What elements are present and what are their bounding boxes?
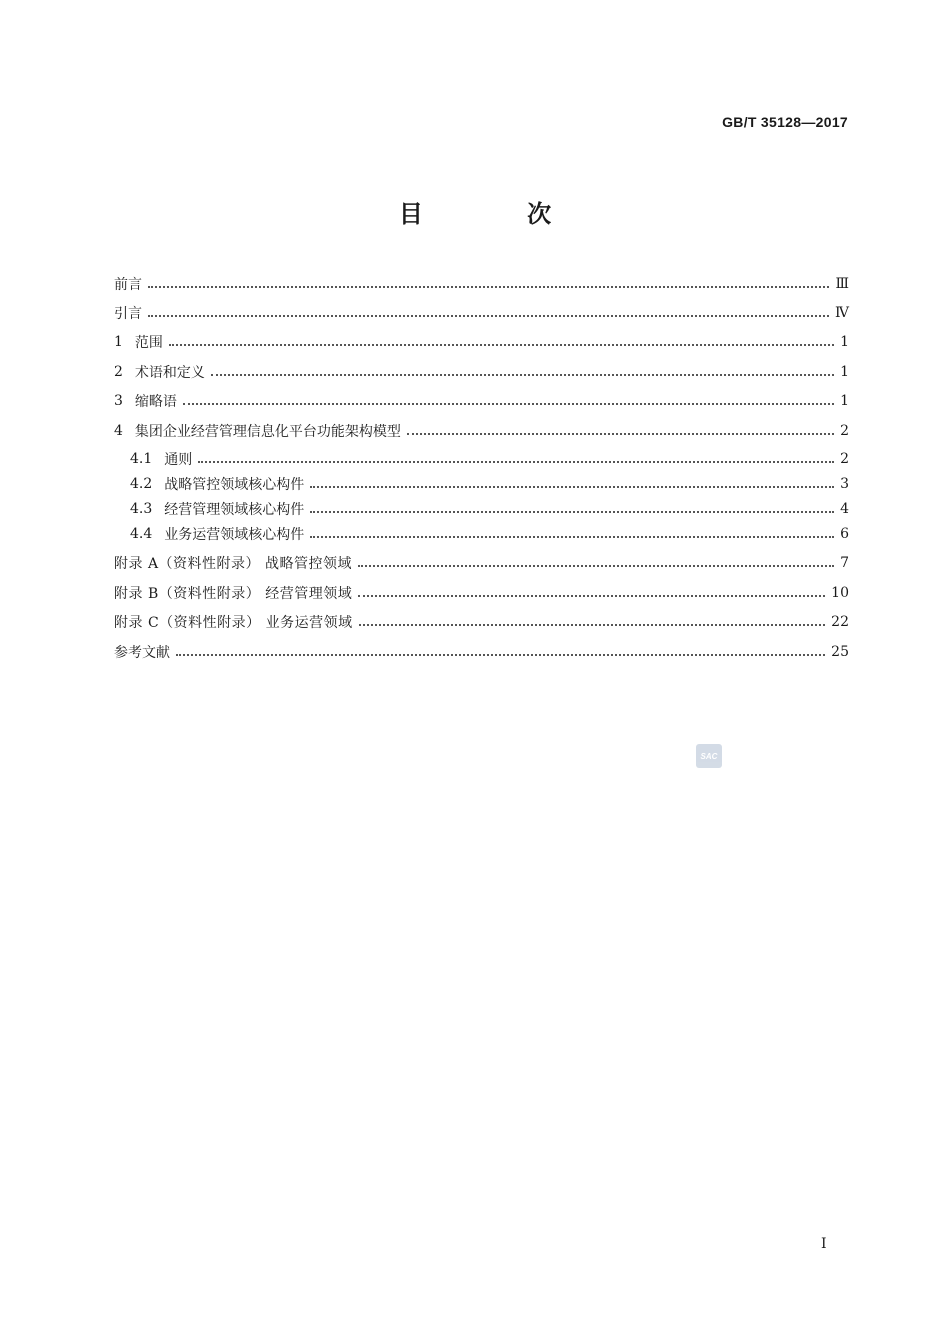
toc-entry-page: 2: [840, 451, 849, 467]
toc-entry[interactable]: [130, 472, 849, 496]
toc-entry[interactable]: [130, 522, 849, 546]
toc-entry-page: 3: [840, 476, 849, 492]
page-title: 目 次: [398, 199, 600, 228]
toc-leader-dots: [169, 343, 834, 346]
toc-entry-number: 2: [114, 364, 123, 380]
toc-entry[interactable]: [114, 581, 849, 605]
toc-entry[interactable]: [114, 330, 849, 354]
toc-entry-page: 1: [840, 364, 849, 380]
toc-entry[interactable]: [114, 389, 849, 413]
toc-entry-number: 4: [114, 423, 123, 439]
toc-entry-label: 附录 B（资料性附录） 经营管理领域: [114, 586, 353, 602]
toc-leader-dots: [358, 564, 834, 567]
toc-entry[interactable]: [114, 272, 849, 296]
toc-entry-label: 集团企业经营管理信息化平台功能架构模型: [134, 424, 401, 440]
standard-code: GB/T 35128—2017: [722, 114, 848, 130]
toc-entry[interactable]: [114, 610, 849, 634]
toc-entry-page: Ⅲ: [835, 276, 849, 292]
toc-entry-label: 缩略语: [134, 394, 177, 410]
toc-leader-dots: [183, 402, 834, 405]
toc-entry-page: Ⅳ: [835, 305, 849, 321]
toc-entry[interactable]: [130, 497, 849, 521]
toc-entry-number: 4.4: [130, 526, 153, 542]
toc-leader-dots: [176, 653, 825, 656]
toc-leader-dots: [310, 510, 834, 513]
toc-entry-label: 前言: [114, 277, 142, 293]
toc-entry-label: 附录 A（资料性附录） 战略管控领域: [114, 556, 353, 572]
toc-entry-page: 1: [840, 334, 849, 350]
toc-entry-label: 业务运营领域核心构件: [164, 527, 305, 543]
toc-leader-dots: [148, 285, 829, 288]
toc-entry-page: 6: [840, 526, 849, 542]
toc-entry-label: 参考文献: [114, 645, 170, 661]
toc-leader-dots: [211, 373, 834, 376]
page-number: I: [821, 1236, 827, 1252]
toc-entry-label: 经营管理领域核心构件: [164, 502, 305, 518]
toc-entry-page: 1: [840, 393, 849, 409]
toc-entry-label: 引言: [114, 306, 142, 322]
toc-entry-page: 2: [840, 423, 849, 439]
toc-leader-dots: [358, 594, 825, 597]
toc-entry-number: 4.3: [130, 501, 153, 517]
toc-entry-label: 范围: [134, 335, 163, 351]
toc-leader-dots: [359, 623, 826, 626]
toc-entry[interactable]: [114, 419, 849, 443]
toc-entry-label: 术语和定义: [134, 365, 205, 381]
toc-leader-dots: [407, 432, 834, 435]
toc-leader-dots: [198, 460, 834, 463]
toc-entry[interactable]: [130, 447, 849, 471]
toc-entry-number: 3: [114, 393, 123, 409]
toc-entry[interactable]: [114, 640, 849, 664]
toc-entry-number: 4.2: [130, 476, 153, 492]
toc-entry-page: 10: [831, 585, 849, 601]
toc-entry[interactable]: [114, 360, 849, 384]
toc-entry-page: 25: [831, 644, 849, 660]
toc-entry-label: 战略管控领域核心构件: [164, 477, 305, 493]
toc-entry-page: 4: [840, 501, 849, 517]
toc-entry-label: 通则: [164, 452, 193, 468]
sac-logo-icon: SAC: [696, 744, 722, 768]
toc-entry-page: 22: [831, 614, 849, 630]
toc-entry-number: 4.1: [130, 451, 153, 467]
toc-leader-dots: [310, 535, 834, 538]
toc-entry-page: 7: [840, 555, 849, 571]
toc-entry-number: 1: [114, 334, 123, 350]
toc-leader-dots: [310, 485, 834, 488]
toc-entry-label: 附录 C（资料性附录） 业务运营领域: [114, 615, 353, 631]
toc-entry[interactable]: [114, 301, 849, 325]
toc-leader-dots: [148, 314, 829, 317]
toc-entry[interactable]: [114, 551, 849, 575]
